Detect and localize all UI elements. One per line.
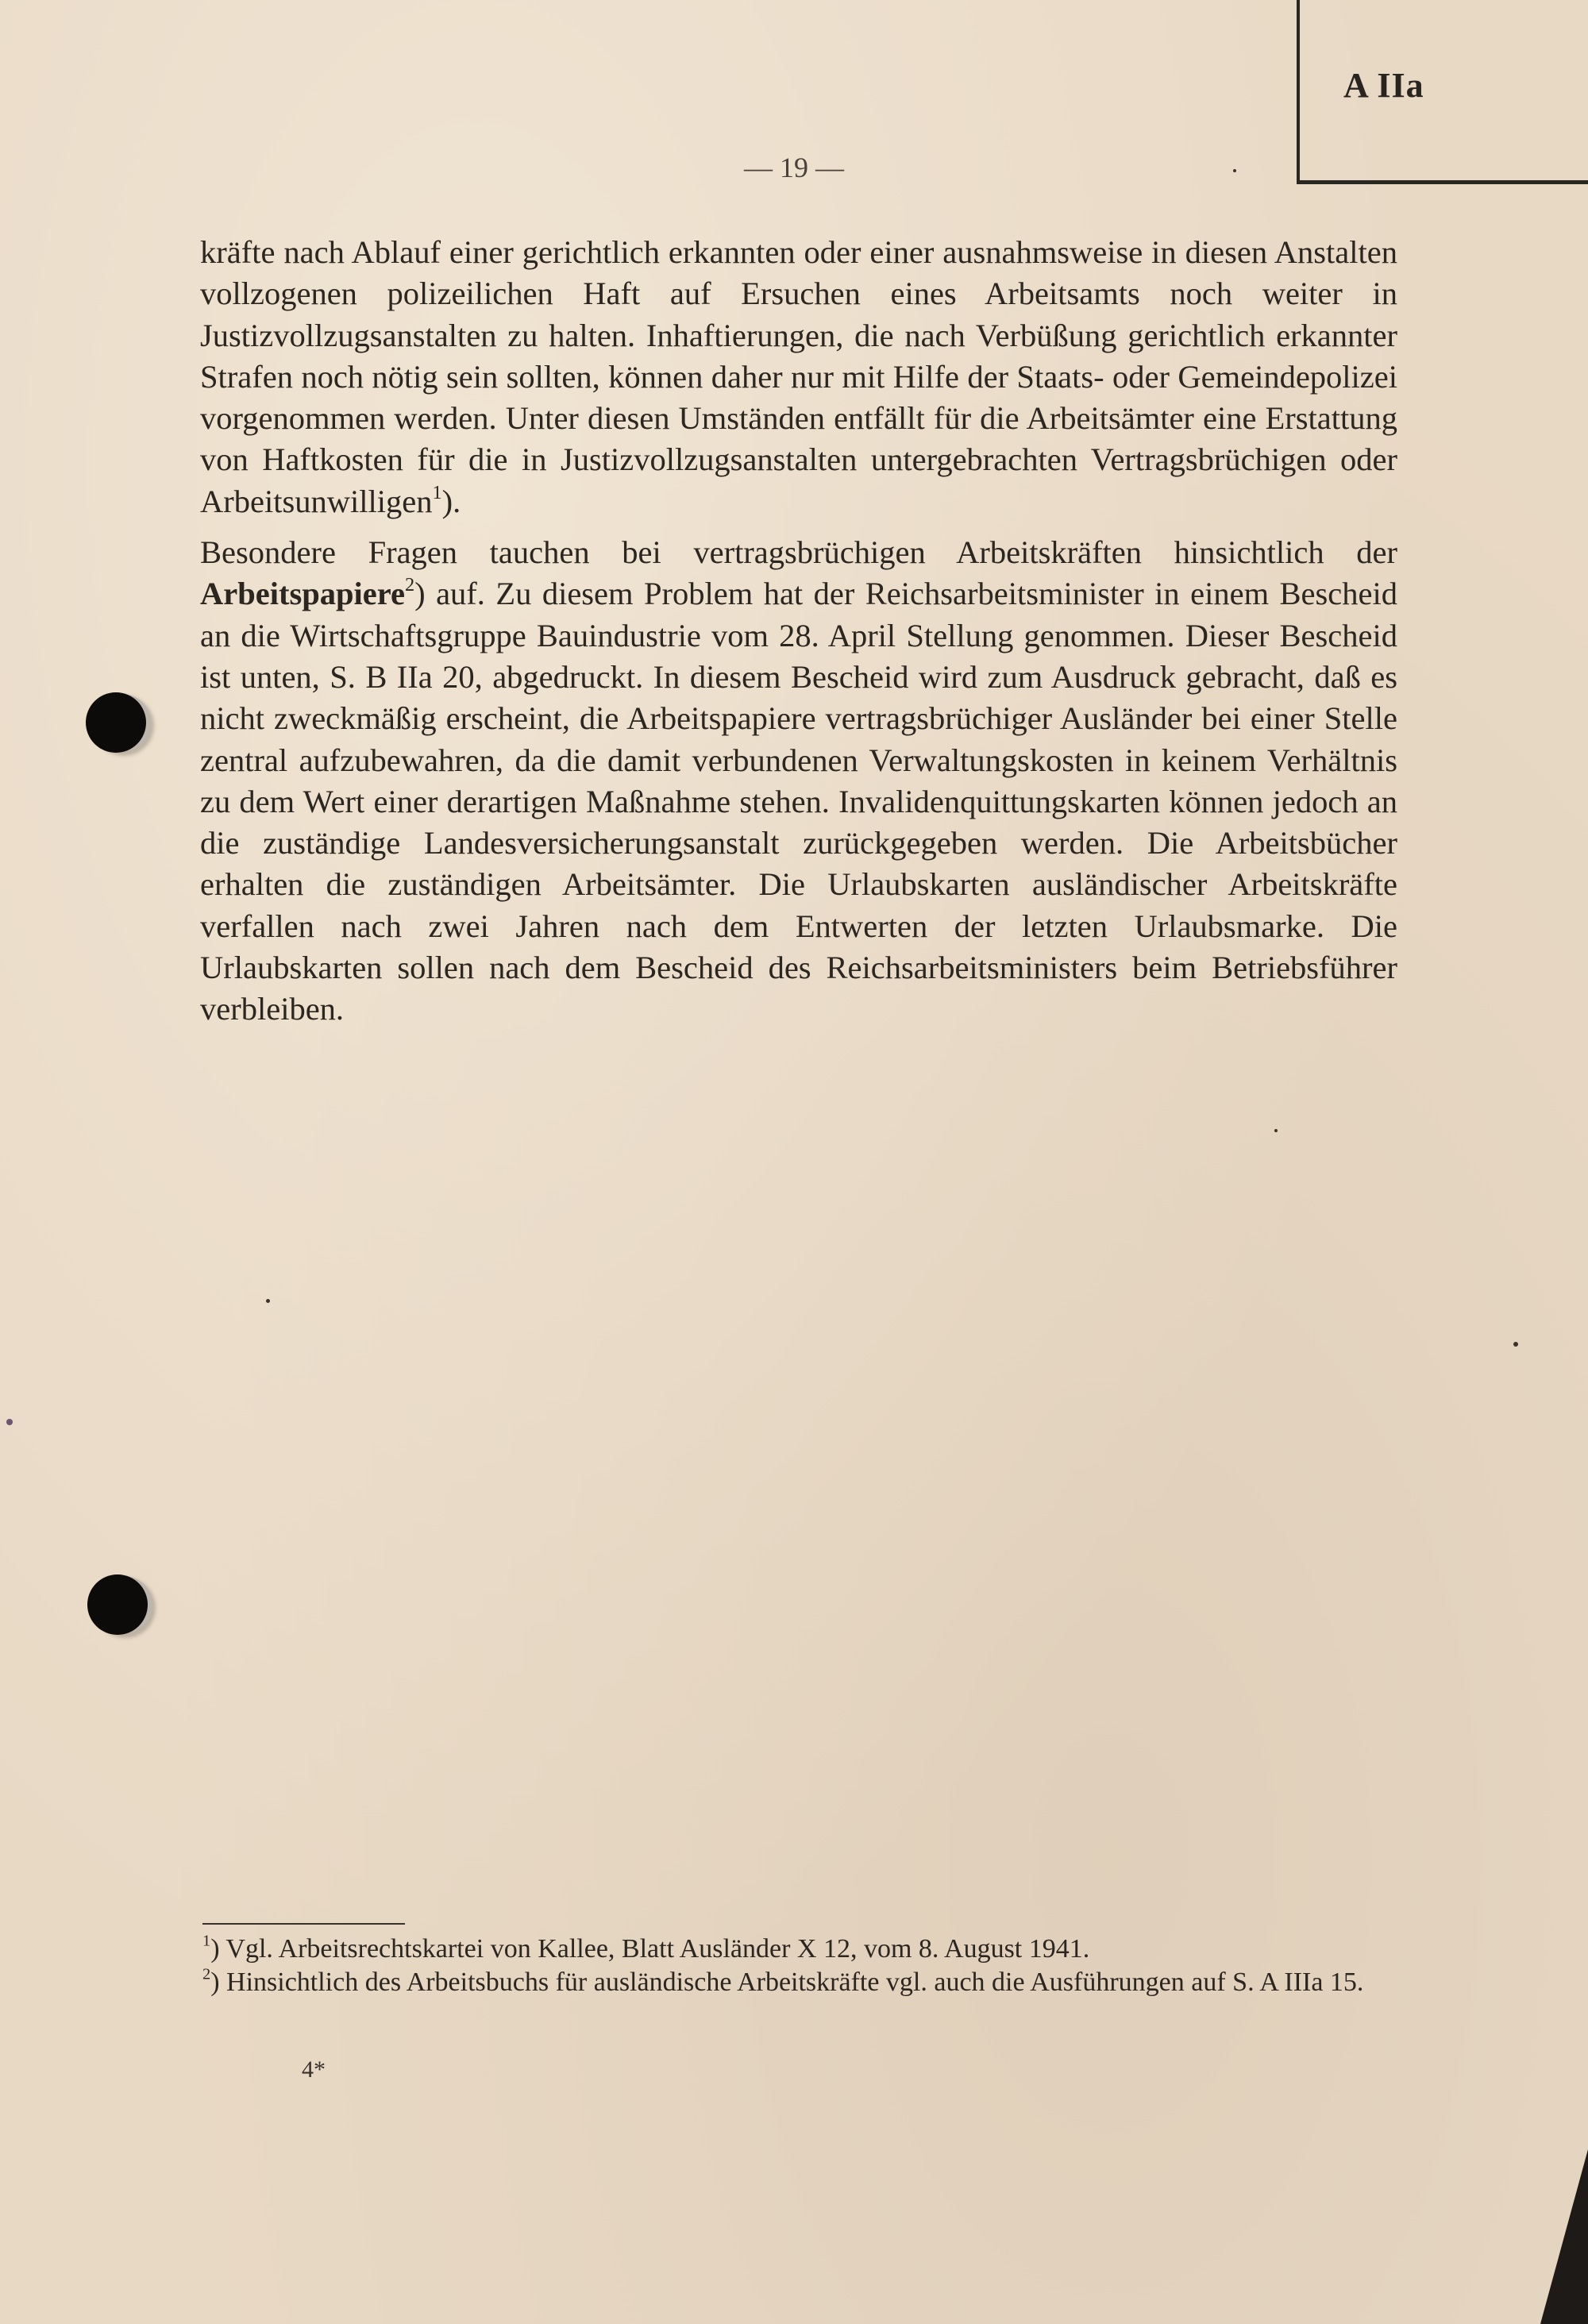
paragraph-1-end: ). [441,483,461,519]
paragraph-1-text: kräfte nach Ablauf einer gerichtlich erkannten oder einer ausnahmsweise in diesen Anstalten vollzogenen polizeilichen Haft auf Ersuchen eines Arbeitsamts noch weiter in Justizvollzugsanstalten zu halten. Inhaftierungen, die nach Verbüßung gerichtlich erkannter Strafen noch nötig sein sollten, können daher nur mit Hilfe der Staats- oder Gemeindepolizei vorgenommen werden. Unter diesen Umständen entfällt für die Arbeitsämter eine Erstattung von Haftkosten für die in Justizvollzugsanstalten untergebrachten Vertragsbrüchigen oder Arbeitsunwilligen [200,234,1397,519]
footnote-ref-1: 1 [432,481,442,503]
body-text [200,232,1397,1040]
paper-speck [6,1419,13,1425]
footnote-divider [202,1923,405,1925]
page-number: — 19 — [744,152,844,183]
paper-speck [266,1299,270,1303]
paper-speck [1513,1342,1518,1347]
footnote-1-text: ) Vgl. Arbeitsrechtskartei von Kallee, Blatt Ausländer X 12, vom 8. August 1941. [210,1934,1090,1964]
footnote-1 [202,1933,1397,1966]
signature-mark: 4* [302,2056,326,2083]
paragraph-1 [200,232,1397,522]
punch-hole-bottom [87,1574,148,1635]
footnote-ref-2: 2 [404,574,415,596]
footnote-2 [202,1966,1397,1999]
paragraph-2 [200,532,1397,1031]
footnotes [202,1933,1397,1999]
footnote-1-marker: 1 [202,1932,211,1950]
torn-corner [1540,2149,1588,2324]
paper-speck [1233,169,1236,172]
paragraph-2-start: Besondere Fragen tauchen bei vertragsbrüchigen Arbeitskräften hinsichtlich der [200,534,1397,571]
footnote-2-marker: 2 [202,1965,211,1983]
paragraph-2-rest: ) auf. Zu diesem Problem hat der Reichsarbeitsminister in einem Bescheid an die Wirtschaftsgruppe Bauindustrie vom 28. April Stellung genommen. Dieser Bescheid ist unten, S. B IIa 20, abgedruckt. In diesem Bescheid wird zum Ausdruck gebracht, daß es nicht zweckmäßig erscheint, die Arbeitspapiere vertragsbrüchiger Ausländer bei einer Stelle zentral aufzubewahren, da die damit verbundenen Verwaltungskosten in keinem Verhältnis zu dem Wert einer derartigen Maßnahme stehen. Invalidenquittungskarten können jedoch an die zuständige Landesversicherungsanstalt zurückgegeben werden. Die Arbeitsbücher erhalten die zuständigen Arbeitsämter. Die Urlaubskarten ausländischer Arbeitskräfte verfallen nach zwei Jahren nach dem Entwerten der letzten Urlaubsmarke. Die Urlaubskarten sollen nach dem Bescheid des Reichsarbeitsministers beim Betriebsführer verbleiben. [200,576,1397,1027]
section-label: A IIa [1343,66,1424,105]
paragraph-2-bold-term: Arbeitspapiere [200,576,405,612]
punch-hole-top [86,692,146,753]
paper-speck [1274,1129,1278,1132]
footnote-2-text: ) Hinsichtlich des Arbeitsbuchs für ausländische Arbeitskräfte vgl. auch die Ausführungen auf S. A IIIa 15. [210,1967,1364,1997]
